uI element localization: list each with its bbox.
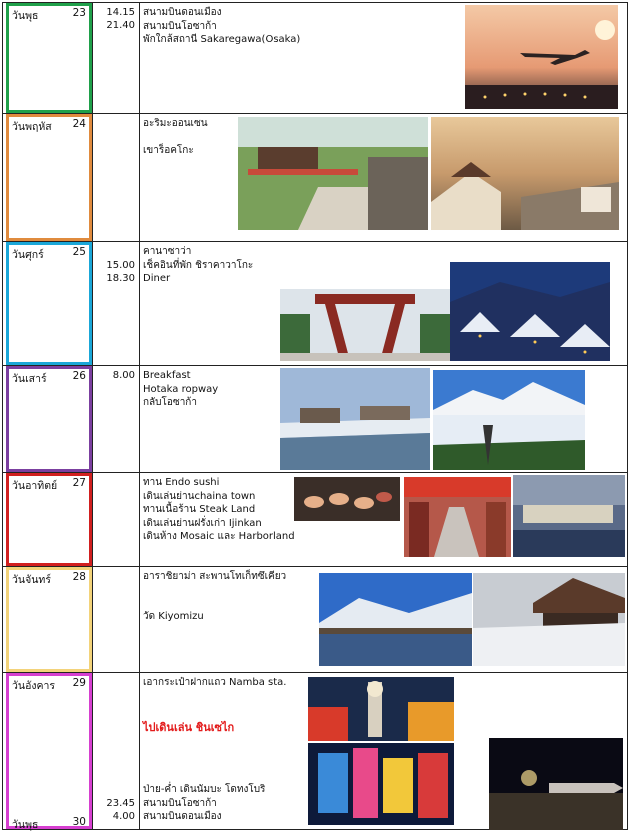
time-text: 4.00 <box>112 811 135 822</box>
activity-text: พักใกล้สถานี Sakaregawa(Osaka) <box>143 34 301 45</box>
table-row <box>3 673 627 829</box>
day-box <box>6 473 92 566</box>
activity-cell <box>143 6 300 47</box>
day-number: 24 <box>72 118 86 130</box>
day-box <box>6 673 92 829</box>
arashiyama-photo <box>319 573 472 666</box>
activity-cell <box>143 117 208 157</box>
time-cell <box>95 797 135 823</box>
kiyomizu-photo <box>473 573 625 666</box>
day-name: วันพุธ <box>12 819 39 831</box>
airplane-photo <box>465 5 618 109</box>
day-name: วันอาทิตย์ <box>12 480 58 492</box>
table-row <box>3 242 627 366</box>
time-cell <box>95 369 135 382</box>
activity-text: Hotaka ropway <box>143 383 219 395</box>
time-text: 14.15 <box>106 7 135 18</box>
activity-cell <box>143 369 218 410</box>
activity-text: อาราชิยาม่า สะพานโทเก็ทซึเคียว <box>143 571 287 582</box>
time-text: 8.00 <box>112 370 135 381</box>
activity-text: อะริมะออนเซน <box>143 118 208 129</box>
day-box <box>6 114 92 241</box>
day-number: 29 <box>72 677 86 689</box>
day-number: 30 <box>72 816 86 828</box>
itinerary-table <box>2 2 628 830</box>
activity-text: เขาร็อคโกะ <box>143 144 194 156</box>
day-number: 28 <box>72 571 86 583</box>
day-number: 23 <box>72 7 86 19</box>
dotonbori-photo <box>308 743 454 825</box>
activity-text: เดินเล่นย่านฝรั่งเก่า Ijinkan <box>143 517 262 529</box>
activity-text: สนามบินโอซาก้า <box>143 20 217 32</box>
table-row <box>3 3 627 114</box>
day-box <box>6 242 92 365</box>
hotaka-ropeway-photo <box>433 370 585 470</box>
kanazawa-gate-photo <box>280 289 450 361</box>
activity-text: เช็คอินที่พัก ชิราคาวาโกะ <box>143 259 254 271</box>
table-row <box>3 366 627 473</box>
rokko-photo <box>431 117 619 230</box>
activity-text: เดินเล่นย่านchaina town <box>143 490 256 502</box>
day-name: วันจันทร์ <box>12 574 51 586</box>
activity-cell <box>143 783 265 824</box>
time-text: 15.00 <box>106 260 135 271</box>
activity-text: เดินห้าง Mosaic และ Harborland <box>143 531 295 542</box>
table-row <box>3 114 627 242</box>
chinatown-photo <box>404 477 511 557</box>
activity-text: สนามบินดอนเมือง <box>143 7 222 18</box>
airport-night-photo <box>489 738 623 830</box>
day-name: วันพุธ <box>12 10 39 22</box>
activity-text: ป่าย-ค่ำ เดินนัมบะ โดทงโบริ <box>143 784 266 795</box>
table-row <box>3 473 627 567</box>
activity-text: วัด Kiyomizu <box>143 610 204 622</box>
day-box <box>6 366 92 472</box>
activity-text: สนามบินโอซาก้า <box>143 797 217 809</box>
time-text: 21.40 <box>106 20 135 31</box>
activity-text: Diner <box>143 273 171 284</box>
day-name: วันศุกร์ <box>12 249 44 261</box>
time-cell <box>95 6 135 32</box>
day-number: 25 <box>72 246 86 258</box>
shirakawa-photo <box>450 262 610 361</box>
time-text: 18.30 <box>106 273 135 284</box>
activity-cell <box>143 245 253 286</box>
activity-text: คานาซาว่า <box>143 246 192 257</box>
day-number: 27 <box>72 477 86 489</box>
day-name: วันอังคาร <box>12 680 56 692</box>
activity-text: ทานเนื้อร้าน Steak Land <box>143 504 256 515</box>
activity-cell <box>143 676 286 690</box>
shinsekai-photo <box>308 677 454 741</box>
highlight-text: ไปเดินเล่น ชินเซไก <box>143 721 235 734</box>
day-name: วันพฤหัส <box>12 121 52 133</box>
activity-text: กลับโอซาก้า <box>143 397 197 408</box>
day-box <box>6 567 92 672</box>
activity-text: สนามบินดอนเมือง <box>143 811 222 822</box>
day-box <box>6 3 92 113</box>
activity-text: ทาน Endo sushi <box>143 477 220 488</box>
snow-river-photo <box>280 368 430 470</box>
time-text: 23.45 <box>106 798 135 809</box>
activity-cell <box>143 476 295 544</box>
time-cell <box>95 259 135 285</box>
day-number: 26 <box>72 370 86 382</box>
activity-text: Breakfast <box>143 370 191 381</box>
sushi-photo <box>294 477 400 521</box>
onsen-photo <box>238 117 428 230</box>
activity-text: เอากระเป๋าฝากแถว Namba sta. <box>143 677 287 688</box>
harborland-photo <box>513 475 625 557</box>
activity-cell <box>143 570 286 623</box>
table-row <box>3 567 627 673</box>
day-name: วันเสาร์ <box>12 373 47 385</box>
